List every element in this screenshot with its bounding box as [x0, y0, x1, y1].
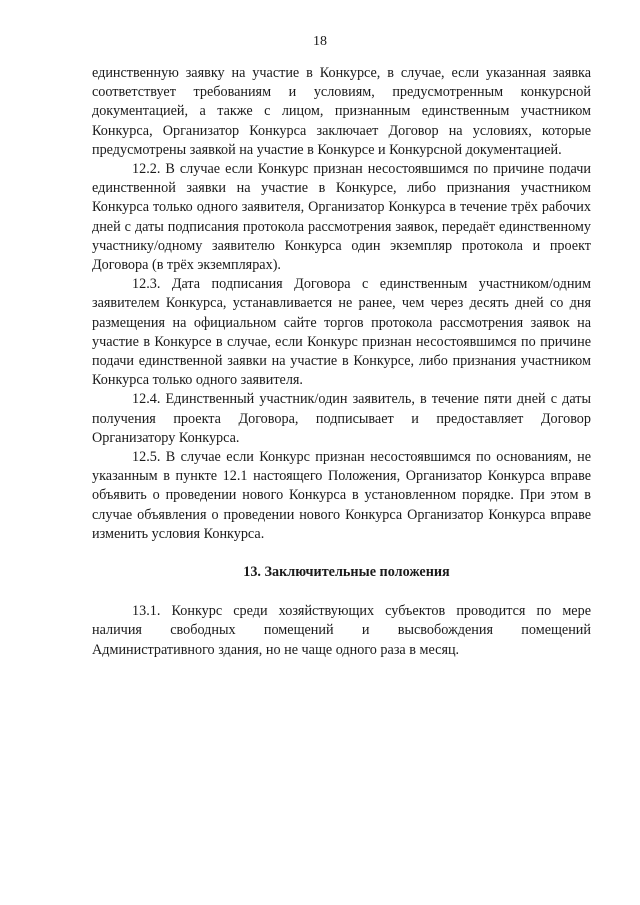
paragraph-12-3: 12.3. Дата подписания Договора с единственным участником/одним заявителем Конкурса, устанавливается не ранее, чем через десять дней со дня размещения на официальном сайте торгов протокола рассмотрения заявок на участие в Конкурсе в случае, если Конкурс признан несостоявшимся по причине подачи единственной заявки на участие в Конкурсе, либо признания участником Конкурса только одного заявителя. [92, 276, 591, 389]
paragraph-13-1: 13.1. Конкурс среди хозяйствующих субъектов проводится по мере наличия свободных помещений и высвобождения помещений Административного здания, но не чаще одного раза в месяц. [92, 603, 591, 658]
section-13-heading: 13. Заключительные положения [243, 564, 450, 581]
paragraph-12-2: 12.2. В случае если Конкурс признан несостоявшимся по причине подачи единственной заявки на участие в Конкурсе, либо признания участником Конкурса только одного заявителя, Организатор Конкурса в течение трёх рабочих дней с даты подписания протокола рассмотрения заявок, передаёт единственному участнику/одному заявителю Конкурса один экземпляр протокола и проект Договора (в трёх экземплярах). [92, 161, 591, 274]
paragraph-12-1-continuation: единственную заявку на участие в Конкурсе, в случае, если указанная заявка соответствует требованиям и условиям, предусмотренным конкурсной документацией, а также с лицом, признанным единственным участником Конкурса, Организатор Конкурса заключает Договор на условиях, которые предусмотрены заявкой на участие в Конкурсе и Конкурсной документацией. [92, 65, 591, 158]
paragraph-12-5: 12.5. В случае если Конкурс признан несостоявшимся по основаниям, не указанным в пункте 12.1 настоящего Положения, Организатор Конкурса вправе объявить о проведении нового Конкурса в установленном порядке. При этом в случае объявления о проведении нового Конкурса Организатор Конкурса вправе изменить условия Конкурса. [92, 449, 591, 542]
page-number: 18 [313, 34, 327, 49]
paragraph-12-4: 12.4. Единственный участник/один заявитель, в течение пяти дней с даты получения проекта Договора, подписывает и предоставляет Договор Организатору Конкурса. [92, 391, 591, 446]
document-body [92, 64, 591, 660]
